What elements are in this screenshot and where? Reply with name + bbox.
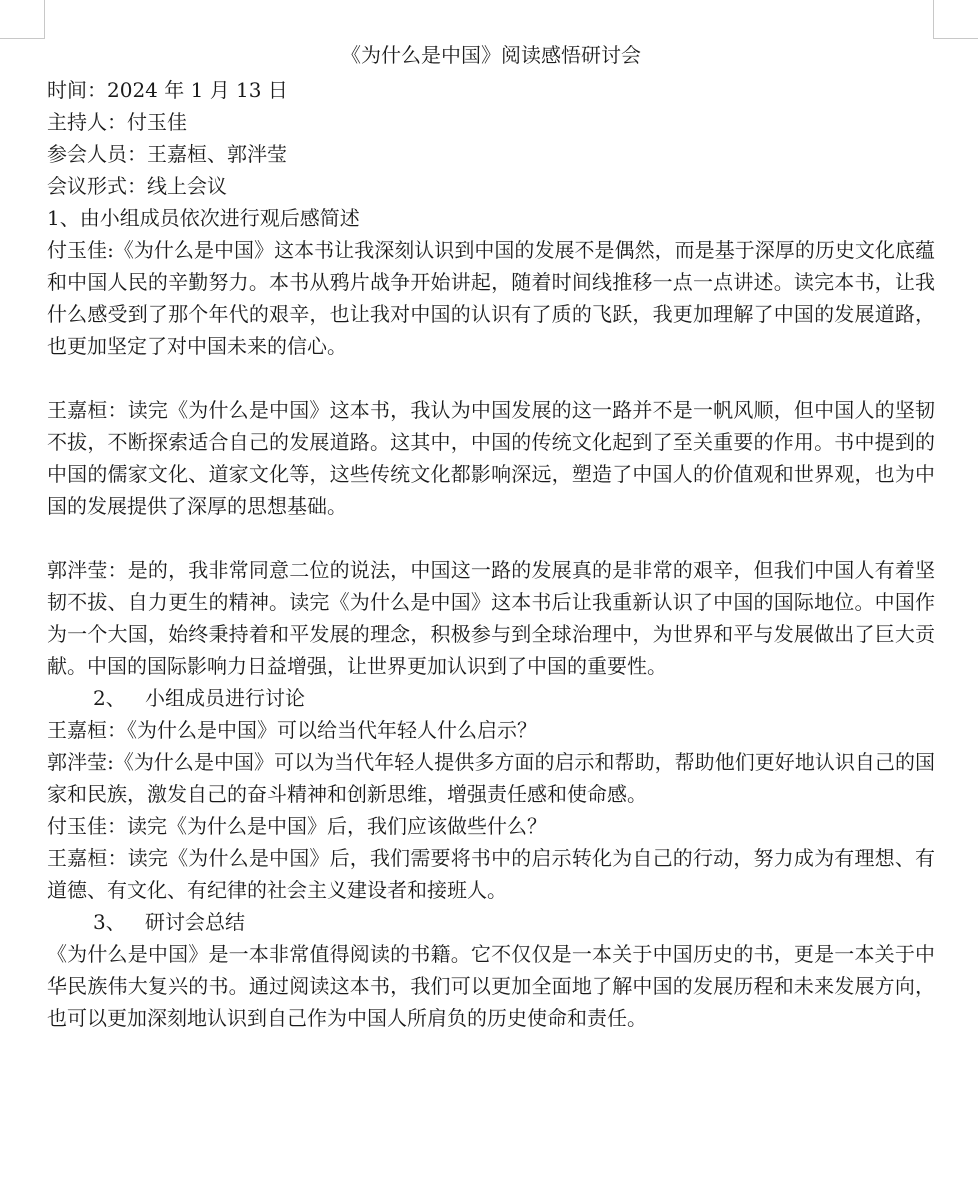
section-2-title: 小组成员进行讨论 xyxy=(145,686,305,710)
meeting-format: 会议形式：线上会议 xyxy=(47,174,227,198)
reflection-paragraph-guo: 郭泮莹：是的，我非常同意二位的说法，中国这一路的发展真的是非常的艰辛，但我们中国人有着坚韧不拔、自力更生的精神。读完《为什么是中国》这本书后让我重新认识了中国的国际地位。中国作为一个大国，始终秉持着和平发展的理念，积极参与到全球治理中，为世界和平与发展做出了巨大贡献。中国的国际影响力日益增强，让世界更加认识到了中国的重要性。 xyxy=(47,558,935,678)
meeting-time: 时间：2024 年 1 月 13 日 xyxy=(47,78,288,102)
discussion-line-3: 付玉佳：读完《为什么是中国》后，我们应该做些什么？ xyxy=(47,814,547,838)
reflection-paragraph-fu: 付玉佳:《为什么是中国》这本书让我深刻认识到中国的发展不是偶然，而是基于深厚的历史文化底蕴和中国人民的辛勤努力。本书从鸦片战争开始讲起，随着时间线推移一点一点讲述。读完本书，让我什么感受到了那个年代的艰辛，也让我对中国的认识有了质的飞跃，我更加理解了中国的发展道路，也更加坚定了对中国未来的信心。 xyxy=(47,238,935,358)
section-2-number: 2、 xyxy=(93,686,126,710)
document-title: 《为什么是中国》阅读感悟研讨会 xyxy=(341,43,641,67)
section-1-heading: 1、由小组成员依次进行观后感简述 xyxy=(47,206,360,230)
paragraph-spacer xyxy=(47,362,935,394)
paragraph-spacer xyxy=(47,522,935,554)
reflection-paragraph-wang: 王嘉桓：读完《为什么是中国》这本书，我认为中国发展的这一路并不是一帆风顺，但中国人的坚韧不拔，不断探索适合自己的发展道路。这其中，中国的传统文化起到了至关重要的作用。书中提到的中国的儒家文化、道家文化等，这些传统文化都影响深远，塑造了中国人的价值观和世界观，也为中国的发展提供了深厚的思想基础。 xyxy=(47,398,935,518)
page-corner-mark-left xyxy=(0,0,45,39)
discussion-line-4: 王嘉桓：读完《为什么是中国》后，我们需要将书中的启示转化为自己的行动，努力成为有理想、有道德、有文化、有纪律的社会主义建设者和接班人。 xyxy=(47,846,935,902)
meeting-attendees: 参会人员：王嘉桓、郭泮莹 xyxy=(47,142,287,166)
discussion-line-1: 王嘉桓：《为什么是中国》可以给当代年轻人什么启示？ xyxy=(47,718,537,742)
section-3-title: 研讨会总结 xyxy=(145,910,245,934)
section-2-heading xyxy=(47,682,935,714)
meeting-host: 主持人：付玉佳 xyxy=(47,110,187,134)
section-3-heading xyxy=(47,906,935,938)
page-corner-mark-right xyxy=(933,0,978,39)
discussion-line-2: 郭泮莹:《为什么是中国》可以为当代年轻人提供多方面的启示和帮助，帮助他们更好地认识自己的国家和民族，激发自己的奋斗精神和创新思维，增强责任感和使命感。 xyxy=(47,750,935,806)
document-page xyxy=(47,40,935,1034)
summary-paragraph: 《为什么是中国》是一本非常值得阅读的书籍。它不仅仅是一本关于中国历史的书，更是一本关于中华民族伟大复兴的书。通过阅读这本书，我们可以更加全面地了解中国的发展历程和未来发展方向，也可以更加深刻地认识到自己作为中国人所肩负的历史使命和责任。 xyxy=(47,942,935,1030)
section-3-number: 3、 xyxy=(93,910,126,934)
